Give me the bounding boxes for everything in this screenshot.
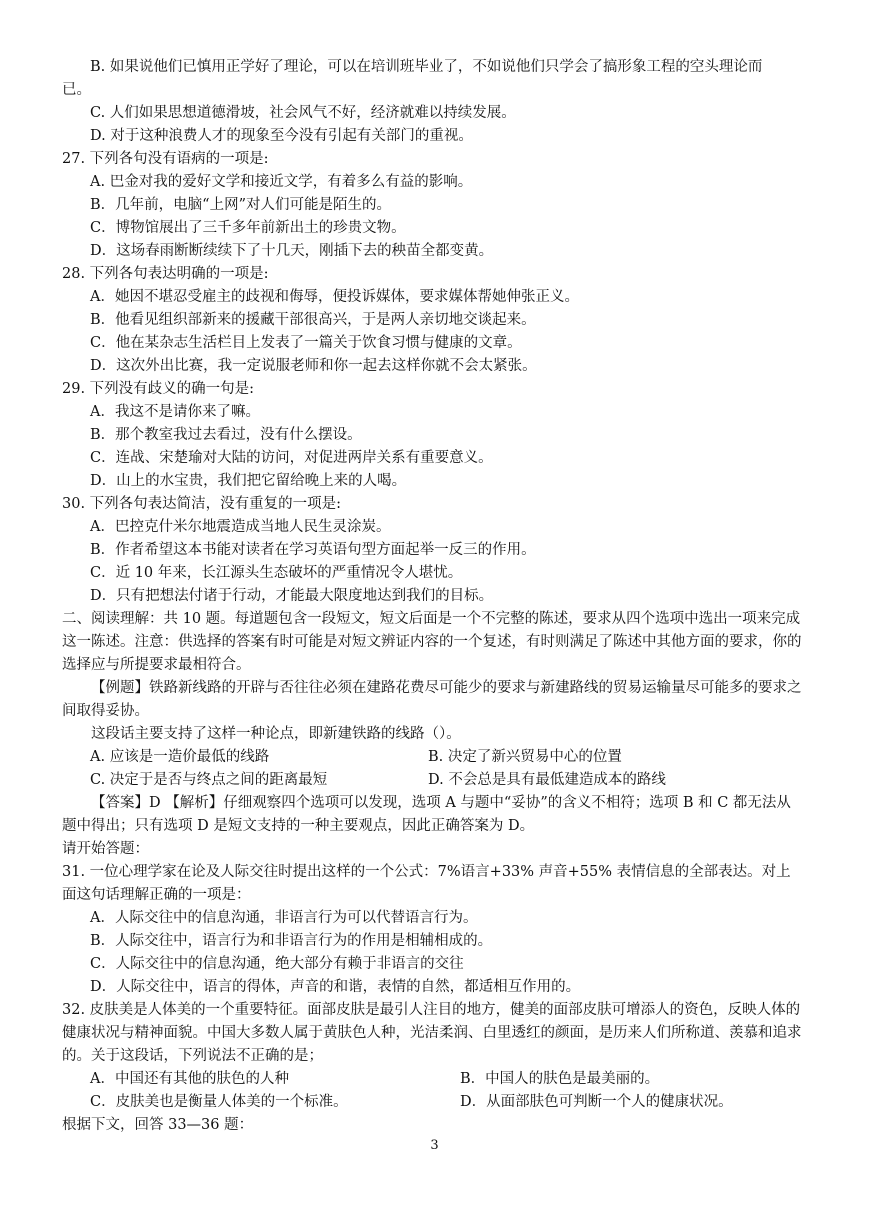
- option-32d: D．从面部肤色可判断一个人的健康状况。: [460, 1094, 733, 1110]
- option-27b: B．几年前，电脑“上网”对人们可能是陌生的。: [90, 197, 391, 213]
- example-option-d: D. 不会总是具有最低建造成本的路线: [428, 772, 666, 788]
- example-option-c: C. 决定于是否与终点之间的距离最短: [90, 772, 328, 788]
- option-26b-continued: 已。: [62, 82, 91, 98]
- option-32b: B．中国人的肤色是最美丽的。: [460, 1071, 660, 1087]
- q32-options-row-1: [62, 1068, 802, 1091]
- option-31b: B．人际交往中，语言行为和非语言行为的作用是相辅相成的。: [90, 933, 493, 949]
- page-text: [62, 56, 802, 1137]
- option-32a: A．中国还有其他的肤色的人种: [90, 1071, 289, 1087]
- option-28b: B．他看见组织部新来的援藏干部很高兴，于是两人亲切地交谈起来。: [90, 312, 536, 328]
- option-29d: D．山上的水宝贵，我们把它留给晚上来的人喝。: [90, 473, 407, 489]
- section-reading-intro: 二、阅读理解：共 10 题。每道题包含一段短文，短文后面是一个不完整的陈述，要求从四个选项中选出一项来完成这一陈述。注意：供选择的答案有时可能是对短文辨证内容的一个复述，有时则满足了陈述中其他方面的要求，你的选择应与所提要求最相符合。: [62, 611, 802, 673]
- option-28a: A．她因不堪忍受雇主的歧视和侮辱，便投诉媒体，要求媒体帮她伸张正义。: [90, 289, 579, 305]
- option-28c: C．他在某杂志生活栏目上发表了一篇关于饮食习惯与健康的文章。: [90, 335, 522, 351]
- question-31: 31. 一位心理学家在论及人际交往时提出这样的一个公式：7%语言+33% 声音+55% 表情信息的全部表达。对上面这句话理解正确的一项是：: [62, 864, 791, 903]
- question-29: 29. 下列没有歧义的确一句是:: [62, 381, 255, 397]
- option-26d: D. 对于这种浪费人才的现象至今没有引起有关部门的重视。: [90, 128, 473, 144]
- start-answering: 请开始答题：: [62, 841, 149, 857]
- option-30b: B．作者希望这本书能对读者在学习英语句型方面起举一反三的作用。: [90, 542, 536, 558]
- option-30c: C．近 10 年来，长江源头生态破坏的严重情况令人堪忧。: [90, 565, 463, 581]
- option-27c: C．博物馆展出了三千多年前新出土的珍贵文物。: [90, 220, 406, 236]
- option-29c: C．连战、宋楚瑜对大陆的访问，对促进两岸关系有重要意义。: [90, 450, 493, 466]
- question-32: 32. 皮肤美是人体美的一个重要特征。面部皮肤是最引人注目的地方，健美的面部皮肤可增添人的资色，反映人体的健康状况与精神面貌。中国大多数人属于黄肤色人种，光洁柔润、白里透红的颜面，是历来人们所称道、羡慕和追求的。关于这段话，下列说法不正确的是；: [62, 1002, 802, 1064]
- example-answer: 【答案】D 【解析】仔细观察四个选项可以发现，选项 A 与题中“妥协”的含义不相符；选项 B 和 C 都无法从题中得出；只有选项 D 是短文支持的一种主要观点，因此正确答案为 D。: [62, 795, 791, 834]
- example-option-a: A. 应该是一造价最低的线路: [90, 749, 270, 765]
- passage-instruction-33-36: 根据下文，回答 33—36 题：: [62, 1117, 254, 1133]
- example-passage: 【例题】铁路新线路的开辟与否往往必须在建路花费尽可能少的要求与新建路线的贸易运输量尽可能多的要求之间取得妥协。: [62, 680, 802, 719]
- example-option-b: B. 决定了新兴贸易中心的位置: [428, 749, 622, 765]
- page-number: 3: [430, 1138, 439, 1153]
- option-29b: B．那个教室我过去看过，没有什么摆设。: [90, 427, 362, 443]
- option-27d: D．这场春雨断断续续下了十几天，刚插下去的秧苗全都变黄。: [90, 243, 494, 259]
- example-options-row-2: [62, 769, 802, 792]
- question-28: 28. 下列各句表达明确的一项是:: [62, 266, 269, 282]
- option-29a: A．我这不是请你来了嘛。: [90, 404, 260, 420]
- option-30d: D．只有把想法付诸于行动，才能最大限度地达到我们的目标。: [90, 588, 494, 604]
- option-30a: A．巴控克什米尔地震造成当地人民生灵涂炭。: [90, 519, 391, 535]
- example-question: 这段话主要支持了这样一种论点，即新建铁路的线路（）。: [91, 726, 461, 742]
- option-32c: C．皮肤美也是衡量人体美的一个标准。: [90, 1094, 348, 1110]
- option-28d: D．这次外出比赛，我一定说服老师和你一起去这样你就不会太紧张。: [90, 358, 537, 374]
- option-27a: A. 巴金对我的爱好文学和接近文学，有着多么有益的影响。: [90, 174, 473, 190]
- option-26c: C. 人们如果思想道德滑坡，社会风气不好，经济就难以持续发展。: [90, 105, 516, 121]
- q32-options-row-2: [62, 1091, 802, 1114]
- question-27: 27. 下列各句没有语病的一项是:: [62, 151, 269, 167]
- option-26b: B. 如果说他们已慎用正学好了理论，可以在培训班毕业了，不如说他们只学会了搞形象工程的空头理论而: [90, 59, 763, 75]
- option-31a: A．人际交往中的信息沟通，非语言行为可以代替语言行为。: [90, 910, 478, 926]
- example-options-row-1: [62, 746, 802, 769]
- option-31d: D．人际交往中，语言的得体，声音的和谐，表情的自然，都适相互作用的。: [90, 979, 581, 995]
- question-30: 30. 下列各句表达简洁，没有重复的一项是:: [62, 496, 342, 512]
- option-31c: C．人际交往中的信息沟通，绝大部分有赖于非语言的交往: [90, 956, 464, 972]
